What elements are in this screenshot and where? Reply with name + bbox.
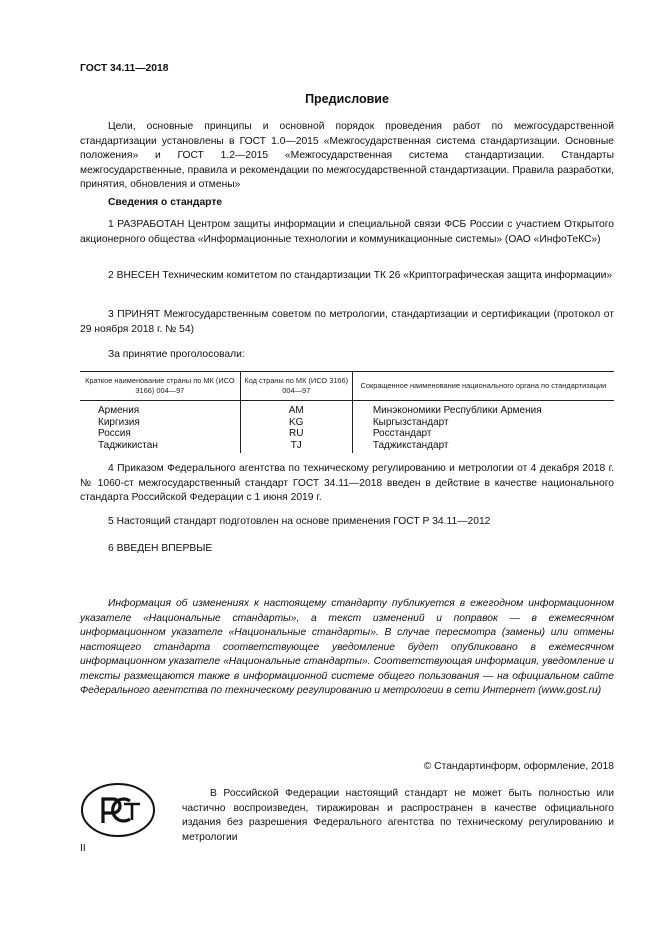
vote-table-grid <box>80 371 614 453</box>
voted-label: За принятие проголосовали: <box>108 349 245 360</box>
about-heading: Сведения о стандарте <box>108 197 223 208</box>
page-number: II <box>80 843 86 854</box>
country-cell: Армения <box>98 405 140 416</box>
code-cell: KG <box>240 417 352 429</box>
code-cell: TJ <box>240 440 352 454</box>
vote-table <box>80 371 614 453</box>
about-item-1: 1 РАЗРАБОТАН Центром защиты информации и специальной связи ФСБ России с участием Открытого акционерного общества «Информационные технологии и коммуникационные системы» (ОАО «ИнфоТеКС») <box>80 219 614 245</box>
preface-text: Цели, основные принципы и основной порядок проведения работ по межгосударственной стандартизации установлены в ГОСТ 1.0—2015 «Межгосударственная система стандартизации. Основные положения» и ГОСТ 1.2—2015 «Межгосударственная система стандартизации. Стандарты межгосударственные, правила и рекомендации по межгосударственной стандартизации. Правила разработки, принятия, обновления и отмены» <box>80 121 614 190</box>
country-cell: Россия <box>98 428 131 439</box>
about-item-5: 5 Настоящий стандарт подготовлен на основе применения ГОСТ Р 34.11—2012 <box>108 516 491 527</box>
body-cell: Минэкономики Республики Армения <box>352 401 614 417</box>
vote-table-header <box>80 372 614 401</box>
country-cell: Таджикистан <box>98 439 158 451</box>
copyright: © Стандартинформ, оформление, 2018 <box>423 761 614 772</box>
logo-text: РСТ <box>80 782 82 783</box>
about-item-3: 3 ПРИНЯТ Межгосударственным советом по метрологии, стандартизации и сертификации (протокол от 29 ноября 2018 г. № 54) <box>80 309 614 335</box>
body-cell: Росстандарт <box>352 428 614 440</box>
table-row <box>80 440 614 454</box>
preface-title: Предисловие <box>305 92 389 106</box>
column-header-code: Код страны по МК (ИСО 3166) 004—97 <box>240 372 352 401</box>
about-item-6: 6 ВВЕДЕН ВПЕРВЫЕ <box>108 543 213 554</box>
rights-notice: В Российской Федерации настоящий стандарт не может быть полностью или частично воспроизведен, тиражирован и распространен в качестве официального издания без разрешения Федерального агентства по техническому регулированию и метрологии <box>182 788 614 843</box>
gost-r-logo-icon <box>80 782 156 838</box>
body-cell: Кыргызстандарт <box>352 417 614 429</box>
about-item-2: 2 ВНЕСЕН Техническим комитетом по стандартизации ТК 26 «Криптографическая защита информации» <box>108 270 613 281</box>
logo-graphic <box>80 782 156 838</box>
column-header-country: Краткое наименование страны по МК (ИСО 3166) 004—97 <box>80 372 240 401</box>
document-number: ГОСТ 34.11—2018 <box>80 63 169 74</box>
table-row <box>80 417 614 429</box>
about-item-4: 4 Приказом Федерального агентства по техническому регулированию и метрологии от 4 декабря 2018 г. № 1060-ст межгосударственный стандарт ГОСТ 34.11—2018 введен в действие в качестве национального стандарта Российской Федерации с 1 июня 2019 г. <box>80 463 614 503</box>
table-row <box>80 401 614 417</box>
info-note: Информация об изменениях к настоящему стандарту публикуется в ежегодном информационном указателе «Национальные стандарты», а текст изменений и поправок — в ежемесячном информационном указателе «Национальные стандарты». В случае пересмотра (замены) или отмены настоящего стандарта соответствующее уведомление будет опубликовано в ежемесячном информационном указателе «Национальные стандарты». Соответствующая информация, уведомление и тексты размещаются также в информационной системе общего пользования — на официальном сайте Федерального агентства по техническому регулированию и метрологии в сети Интернет (www.gost.ru) <box>80 598 614 696</box>
code-cell: AM <box>240 401 352 417</box>
country-cell: Киргизия <box>98 416 140 428</box>
code-cell: RU <box>240 428 352 440</box>
body-cell: Таджикстандарт <box>352 440 614 454</box>
table-row <box>80 428 614 440</box>
column-header-body: Сокращенное наименование национального органа по стандартизации <box>352 372 614 401</box>
